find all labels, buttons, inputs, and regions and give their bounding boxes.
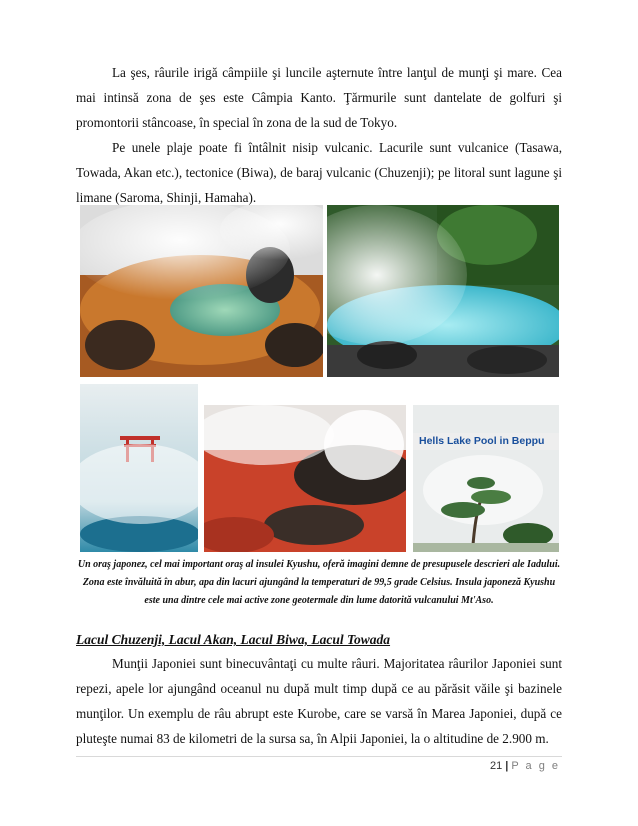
footer-separator: | xyxy=(505,760,509,772)
paragraph-plains: La şes, râurile irigă câmpiile şi luncile aşternute între lanţul de munţi şi mare. Cea mai intinsă zona de şes este Câmpia Kanto. Ţărmurile sunt dantelate de golfuri şi promontorii stâncoase, în special în zona de la sud de Tokyo. xyxy=(76,65,562,130)
photo-caption: Un oraş japonez, cel mai important oraş al insulei Kyushu, oferă imagini demne de presupusele descrieri ale Iadului. Zona este învăluită în abur, apa din lacuri ajungând la temperaturi de 99,5 grade Celsius. Insula japoneză Kyushu este una dintre cele mai active zone geotermale din lume datorită vulcanului Mt'Aso. xyxy=(77,559,561,606)
paragraph-lakes: Pe unele plaje poate fi întâlnit nisip vulcanic. Lacurile sunt vulcanice (Tasawa, Towada, Akan etc.), tectonice (Biwa), de baraj vulcanic (Chuzenji); pe litoral sunt lagune şi limane (Saroma, Shinji, Hamaha). xyxy=(76,140,562,205)
page-number: 21 xyxy=(490,760,503,772)
photo-hells-lake-pool xyxy=(413,405,559,552)
footer-divider xyxy=(76,756,562,757)
paragraph-rivers: Munţii Japoniei sunt binecuvântaţi cu multe râuri. Majoritatea râurilor Japoniei sunt repezi, apele lor ajungând oceanul nu după mult timp după ce au părăsit văile şi bazinele munţilor. Un exemplu de râu abrupt este Kurobe, care se varsă în Marea Japoniei, după ce pluteşte numai 83 de kilometri de la sursa sa, în Alpii Japoniei, la o altitudine de 2.900 m. xyxy=(76,656,562,746)
photo-banner-text: Hells Lake Pool in Beppu xyxy=(413,433,559,450)
photo-blue-hot-spring xyxy=(327,205,559,377)
section-heading: Lacul Chuzenji, Lacul Akan, Lacul Biwa, Lacul Towada xyxy=(76,632,391,647)
photo-green-hot-spring xyxy=(80,205,323,377)
photo-torii-steam xyxy=(80,384,198,552)
page-label: P a g e xyxy=(511,760,560,772)
page-footer xyxy=(490,760,560,772)
photo-red-pond xyxy=(204,405,406,552)
